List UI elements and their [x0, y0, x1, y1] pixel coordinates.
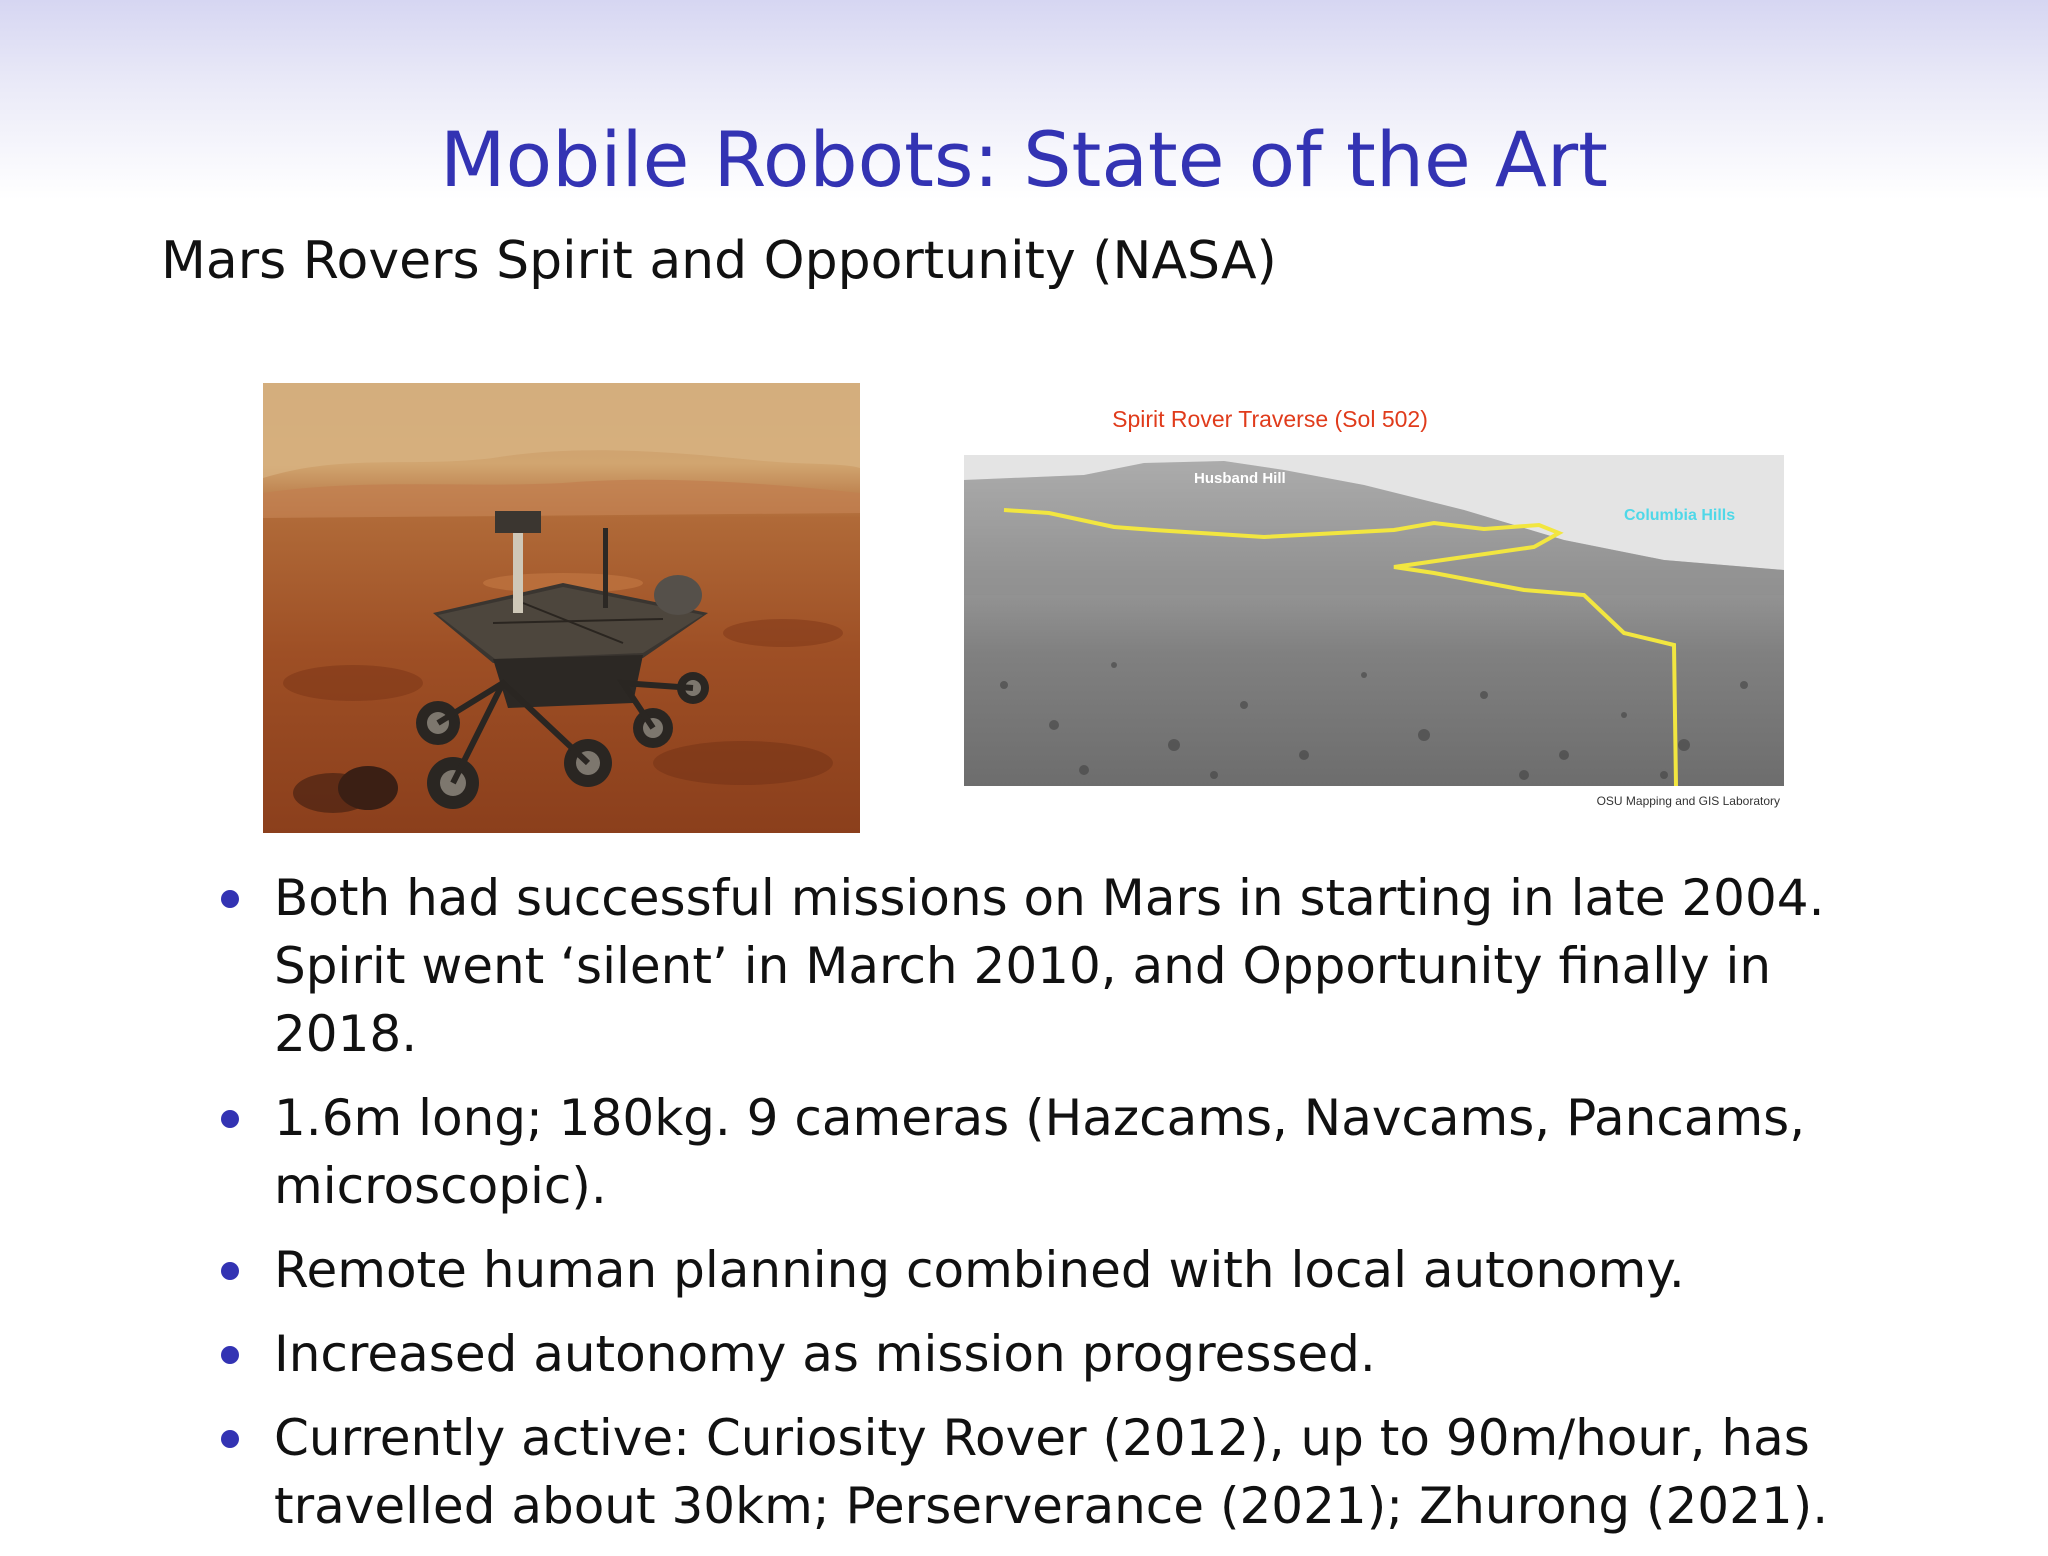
- bullet-dot-icon: [221, 890, 239, 908]
- columbia-hills-label: Columbia Hills: [1624, 507, 1736, 524]
- bullet-item: [210, 1404, 1910, 1540]
- bullet-item: [210, 1084, 1910, 1220]
- husband-hill-label: Husband Hill: [1194, 470, 1286, 487]
- figure-credit: OSU Mapping and GIS Laboratory: [1596, 794, 1780, 808]
- bullet-dot-icon: [221, 1430, 239, 1448]
- bullet-text: Both had successful missions on Mars in starting in late 2004. Spirit went ‘silent’ in March 2010, and Opportunity finally in 2018.: [274, 869, 1825, 1063]
- bullet-dot-icon: [221, 1110, 239, 1128]
- bullet-text: Increased autonomy as mission progressed.: [274, 1325, 1376, 1383]
- slide-subtitle: Mars Rovers Spirit and Opportunity (NASA): [161, 231, 1277, 291]
- traverse-figure-title: Spirit Rover Traverse (Sol 502): [1112, 406, 1428, 432]
- rover-illustration: [263, 383, 860, 833]
- bullet-item: [210, 1236, 1910, 1304]
- bullet-dot-icon: [221, 1262, 239, 1280]
- bullet-list: [210, 864, 1910, 1556]
- bullet-text: 1.6m long; 180kg. 9 cameras (Hazcams, Navcams, Pancams, microscopic).: [274, 1089, 1806, 1215]
- bullet-item: [210, 864, 1910, 1068]
- traverse-map: [964, 455, 1784, 786]
- bullet-text: Currently active: Curiosity Rover (2012), up to 90m/hour, has travelled about 30km; Perserverance (2021); Zhurong (2021).: [274, 1409, 1829, 1535]
- bullet-item: [210, 1320, 1910, 1388]
- traverse-image: [964, 455, 1784, 786]
- bullet-text: Remote human planning combined with local autonomy.: [274, 1241, 1685, 1299]
- rover-image: [263, 383, 860, 833]
- bullet-dot-icon: [221, 1346, 239, 1364]
- slide-title: Mobile Robots: State of the Art: [440, 115, 1608, 204]
